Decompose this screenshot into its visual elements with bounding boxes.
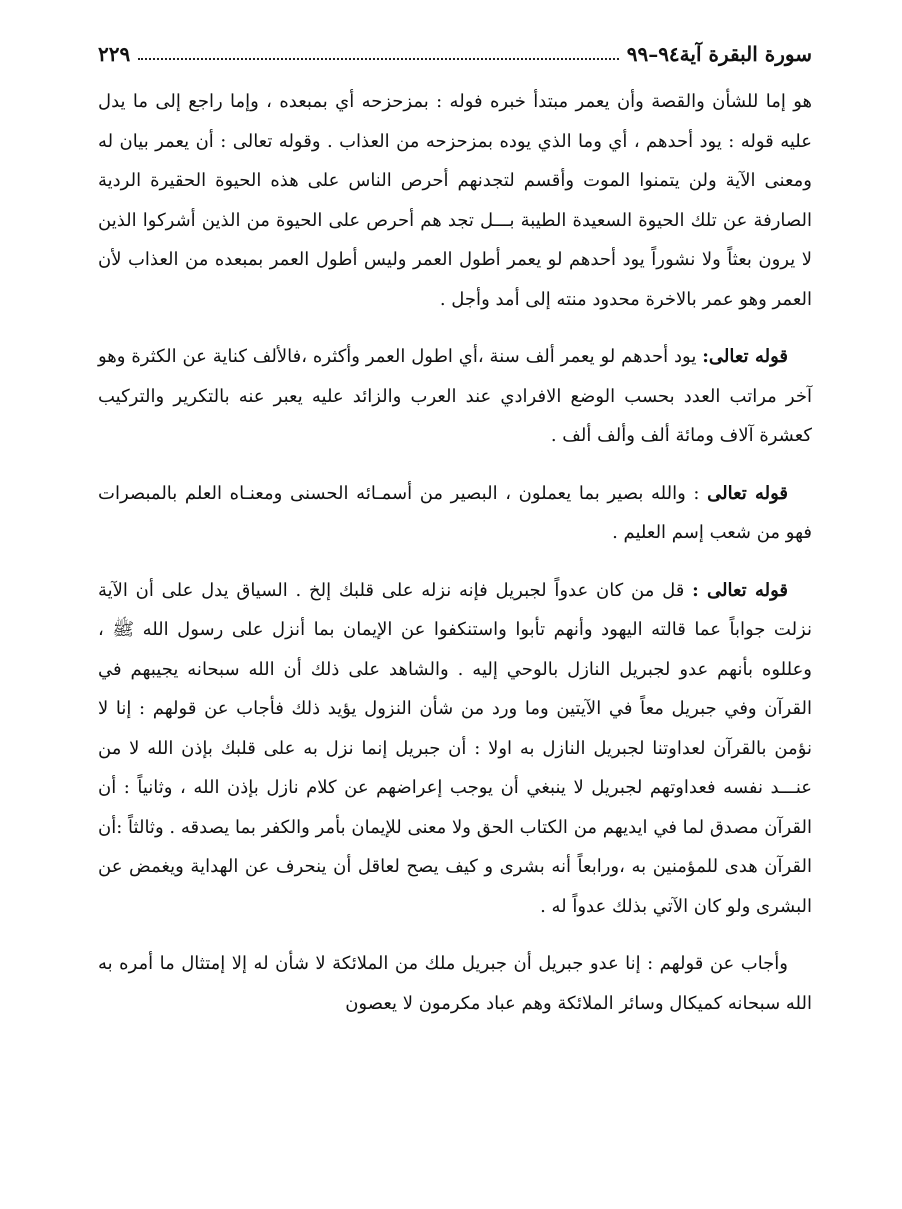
book-page bbox=[98, 34, 812, 1023]
paragraph-lead: قوله تعالى bbox=[707, 482, 788, 504]
paragraph-text: قل من كان عدواً لجبريل فإنه نزله على قلبك إلخ . السياق يدل على أن الآية نزلت جواباً عما قالته اليهود وأنهم تأبوا واستنكفوا عن الإيمان بما أنزل على رسول الله ﷺ ، وعللوه بأنهم عدو لجبريل النازل بالوحي إليه . والشاهد على ذلك أن الله سبحانه يجيبهم في القرآن وفي جبريل معاً في الآيتين وما ورد من شأن النزول يؤيد ذلك فأجاب عن قولهم : إنا لا نؤمن بالقرآن لعداوتنا لجبريل النازل به اولا : أن جبريل إنما نزل به على قلبك بإذن الله لا من عنـــد نفسه فعداوتهم لجبريل لا ينبغي أن يوجب إعراضهم عن كلام نازل بإذن الله ، وثانياً : أن القرآن مصدق لما في ايديهم من الكتاب الحق ولا معنى للإيمان بأمر والكفر بما يصدقه . وثالثاً :أن القرآن هدى للمؤمنين به ،ورابعاً أنه بشرى و كيف يصح لعاقل أن ينحرف عن الهداية ويغمض عن البشرى ولو كان الآتي بذلك عدواً له . bbox=[98, 579, 813, 917]
paragraph-lead: قوله تعالى: bbox=[702, 346, 788, 367]
paragraph-2 bbox=[98, 337, 812, 456]
paragraph-1 bbox=[98, 82, 812, 319]
paragraph-5 bbox=[98, 944, 812, 1023]
paragraph-lead: قوله تعالى : bbox=[692, 579, 789, 601]
header-dotted-leader bbox=[138, 58, 618, 60]
paragraph-4 bbox=[98, 571, 812, 927]
paragraph-text: وأجاب عن قولهم : إنا عدو جبريل أن جبريل ملك من الملائكة لا شأن له إلا إمتثال ما أمره به الله سبحانه كميكال وسائر الملائكة وهم عباد مكرمون لا يعصون bbox=[98, 953, 812, 1014]
paragraph-text: يود أحدهم لو يعمر ألف سنة ،أي اطول العمر وأكثره ،فالألف كناية عن الكثرة وهو آخر مراتب العدد بحسب الوضع الافرادي عند العرب والزائد عليه يعبر عنه بالتكرير والتركيب كعشرة آلاف ومائة ألف وألف ألف . bbox=[98, 346, 812, 446]
paragraph-text: هو إما للشأن والقصة وأن يعمر مبتدأ خبره فوله : بمزحزحه أي بمبعده ، وإما راجع إلى ما يدل عليه قوله : يود أحدهم ، أي وما الذي يوده بمزحزحه من العذاب . وقوله تعالى : أن يعمر بيان له ومعنى الآية ولن يتمنوا الموت وأقسم لتجدنهم أحرص الناس على هذه الحيوة الحقيرة الردية الصارفة عن تلك الحيوة السعيدة الطيبة بـــل تجد هم أحرص على الحيوة من الذين أشركوا الذين لا يرون بعثاً ولا نشوراً يود أحدهم لو يعمر أطول العمر وليس أطول العمر بمبعده من العذاب لأن العمر وهو عمر بالاخرة محدود منته إلى أمد وأجل . bbox=[98, 91, 812, 310]
page-header bbox=[98, 34, 812, 66]
paragraph-text: : والله بصير بما يعملون ، البصير من أسمـائه الحسنى ومعنـاه العلم بالمبصرات فهو من شعب إسم العليم . bbox=[98, 482, 812, 543]
page-number: ٢٢٩ bbox=[98, 42, 131, 66]
paragraph-3 bbox=[98, 474, 812, 553]
surah-title: سورة البقرة آية٩٤–٩٩ bbox=[626, 42, 812, 66]
